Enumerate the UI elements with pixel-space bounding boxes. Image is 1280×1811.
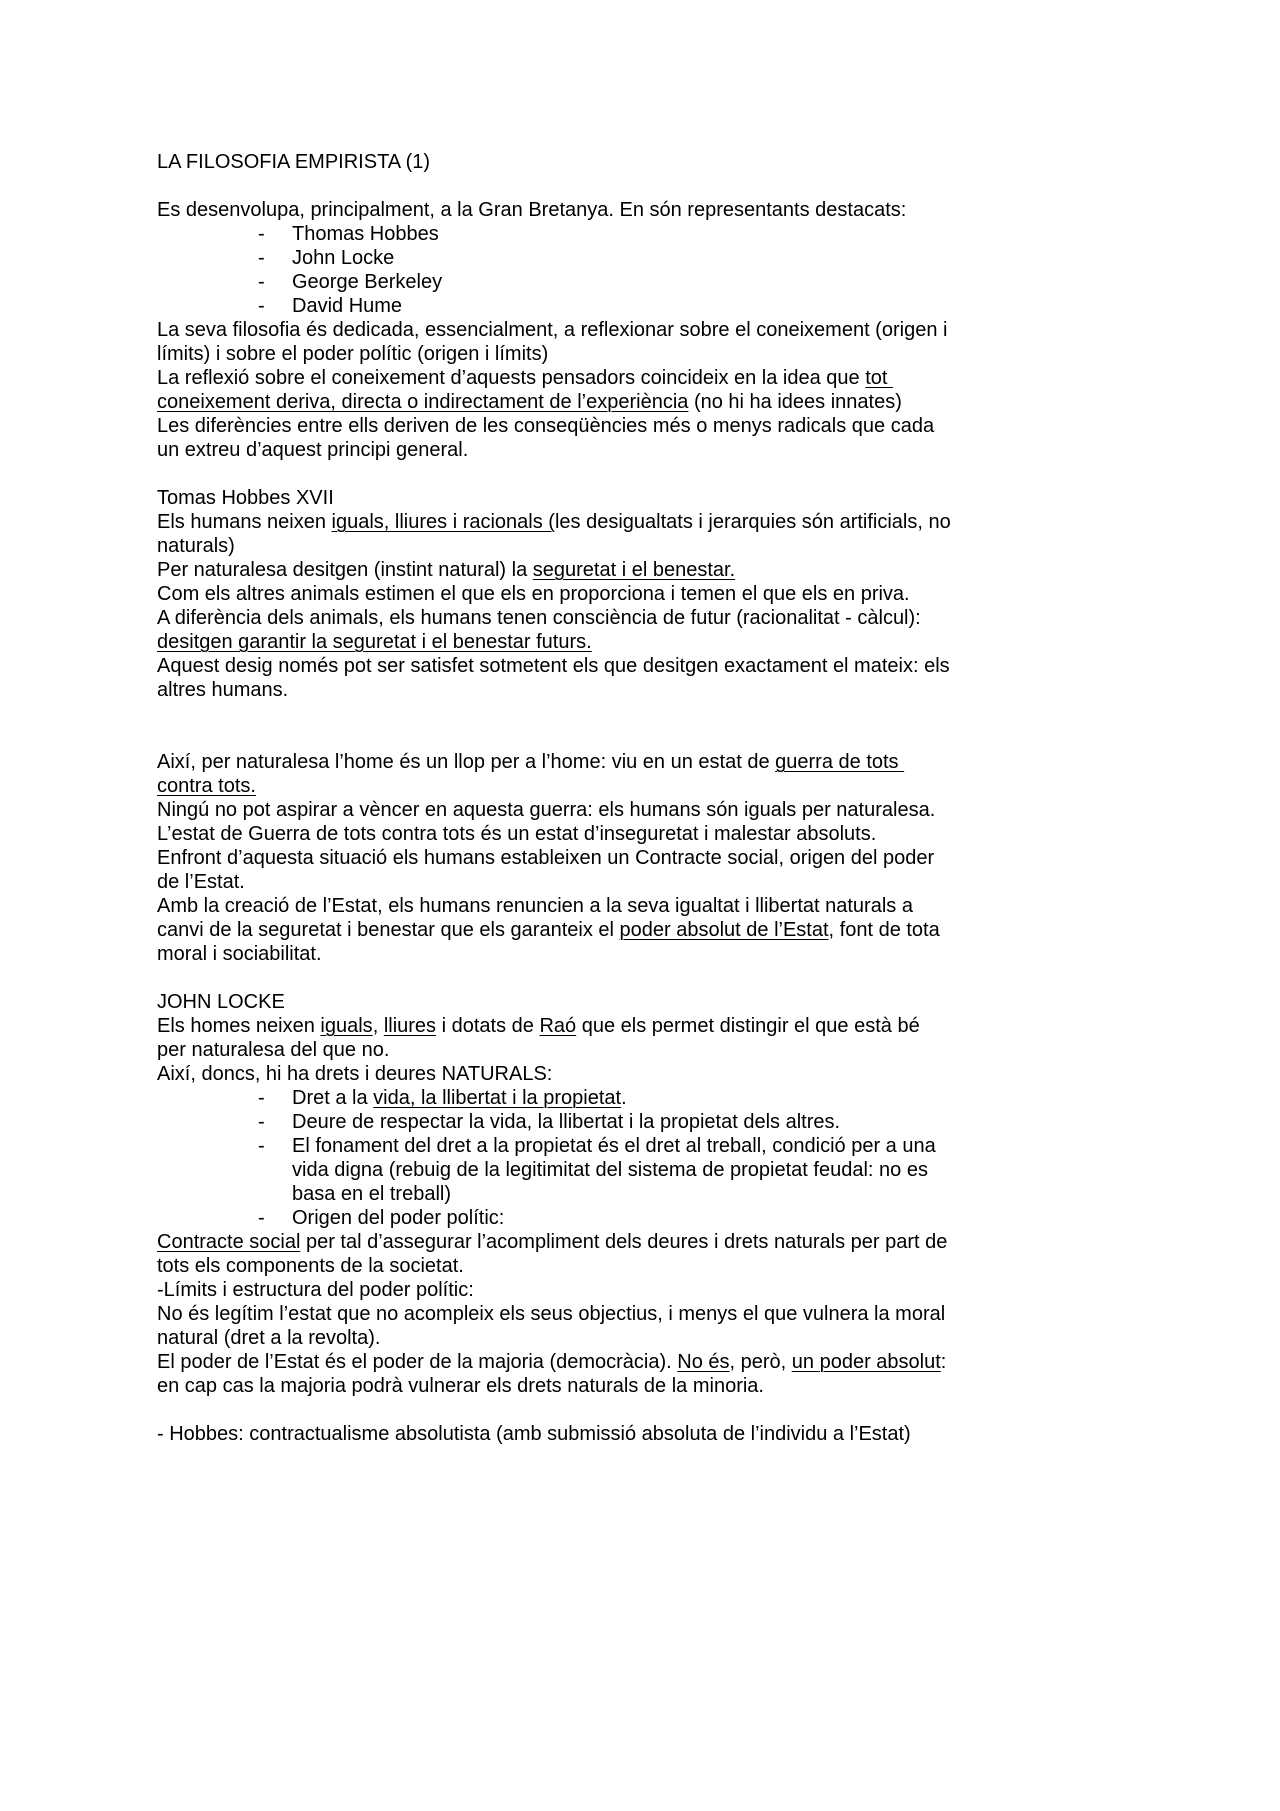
paragraph <box>157 1350 952 1398</box>
list-item-text <box>292 1110 952 1134</box>
list-bullet-dash: - <box>258 223 265 245</box>
list-bullet-dash: - <box>258 271 265 293</box>
list-item <box>157 246 952 270</box>
underlined-text-run: iguals, lliures i racionals ( <box>331 511 555 533</box>
text-run: que els permet distingir el que està bé per naturalesa del que no. <box>157 1015 926 1061</box>
paragraph <box>157 798 952 822</box>
text-run: , però, <box>729 1351 792 1373</box>
list-bullet-dash: - <box>258 247 265 269</box>
underlined-text-run: No és <box>677 1351 730 1373</box>
text-run: Es desenvolupa, principalment, a la Gran Bretanya. En són representants destacats: <box>157 199 907 221</box>
paragraph <box>157 750 952 798</box>
list-item <box>157 1134 952 1206</box>
text-run: A diferència dels animals, els humans tenen consciència de futur (racionalitat - càlcul): <box>157 607 927 629</box>
list-item-text <box>292 270 952 294</box>
paragraph <box>157 318 952 366</box>
paragraph <box>157 606 952 654</box>
underlined-text-run: vida, la llibertat i la propietat <box>373 1087 622 1109</box>
text-run: Dret a la <box>292 1087 374 1109</box>
document-title <box>157 150 952 174</box>
paragraph <box>157 1014 952 1062</box>
underlined-text-run: seguretat i el benestar. <box>532 559 736 581</box>
underlined-text-run: guerra de tots contra tots. <box>157 751 905 797</box>
text-run: No és legítim l’estat que no acompleix els seus objectius, i menys el que vulnera la moral natural (dret a la revolta). <box>157 1303 951 1349</box>
text-run: El fonament del dret a la propietat és el dret al treball, condició per a una vida digna (rebuig de la legitimitat del sistema de propietat feudal: no es basa en el treball) <box>292 1135 942 1205</box>
paragraph <box>157 366 952 414</box>
paragraph <box>157 198 952 222</box>
text-run: les desigualtats i jerarquies són artificials, no naturals) <box>157 511 957 557</box>
text-run: Ningú no pot aspirar a vèncer en aquesta guerra: els humans són iguals per naturalesa. <box>157 799 936 821</box>
paragraph <box>157 894 952 966</box>
text-run: Tomas Hobbes XVII <box>157 487 334 509</box>
list-item <box>157 270 952 294</box>
list-item <box>157 1110 952 1134</box>
list-bullet-dash: - <box>258 295 265 317</box>
text-run: (no hi ha idees innates) <box>688 391 902 413</box>
paragraph <box>157 414 952 462</box>
underlined-text-run: lliures <box>383 1015 437 1037</box>
paragraph <box>157 1422 952 1446</box>
underlined-text-run: desitgen garantir la seguretat i el benestar futurs. <box>157 631 592 653</box>
list-bullet-dash: - <box>258 1135 265 1157</box>
blank-line <box>157 1398 952 1422</box>
document-body <box>157 150 957 1446</box>
text-run: , <box>372 1015 384 1037</box>
text-run: per tal d’assegurar l’acompliment dels deures i drets naturals per part de tots els components de la societat. <box>157 1231 953 1277</box>
blank-line <box>157 726 952 750</box>
text-run: Aquest desig només pot ser satisfet sotmetent els que desitgen exactament el mateix: els altres humans. <box>157 655 956 701</box>
text-run: JOHN LOCKE <box>157 991 285 1013</box>
paragraph <box>157 558 952 582</box>
list-item-text <box>292 222 952 246</box>
underlined-text-run: poder absolut de l’Estat <box>619 919 829 941</box>
list-item-text <box>292 1206 952 1230</box>
text-run: . <box>621 1087 627 1109</box>
text-run: Enfront d’aquesta situació els humans estableixen un Contracte social, origen del poder de l’Estat. <box>157 847 940 893</box>
list-item <box>157 222 952 246</box>
text-run: Per naturalesa desitgen (instint natural) la <box>157 559 533 581</box>
list-bullet-dash: - <box>258 1087 265 1109</box>
text-run: - Hobbes: contractualisme absolutista (amb submissió absoluta de l’individu a l’Estat) <box>157 1423 911 1445</box>
underlined-text-run: un poder absolut <box>791 1351 941 1373</box>
paragraph <box>157 1230 952 1278</box>
text-run: -Límits i estructura del poder polític: <box>157 1279 474 1301</box>
text-run: El poder de l’Estat és el poder de la majoria (democràcia). <box>157 1351 678 1373</box>
text-run: L’estat de Guerra de tots contra tots és un estat d’inseguretat i malestar absoluts. <box>157 823 877 845</box>
underlined-text-run: iguals <box>320 1015 373 1037</box>
paragraph <box>157 846 952 894</box>
section-heading-locke <box>157 990 952 1014</box>
text-run: David Hume <box>292 295 403 317</box>
text-run: George Berkeley <box>292 271 443 293</box>
blank-line <box>157 702 952 726</box>
text-run: : en cap cas la majoria podrà vulnerar els drets naturals de la minoria. <box>157 1351 952 1397</box>
text-run: i dotats de <box>436 1015 540 1037</box>
blank-line <box>157 462 952 486</box>
paragraph <box>157 1278 952 1302</box>
text-run: Els homes neixen <box>157 1015 321 1037</box>
paragraph <box>157 1062 952 1086</box>
text-run: La reflexió sobre el coneixement d’aquests pensadors coincideix en la idea que <box>157 367 866 389</box>
list-bullet-dash: - <box>258 1207 265 1229</box>
text-run: Com els altres animals estimen el que els en proporciona i temen el que els en priva. <box>157 583 910 605</box>
paragraph <box>157 654 956 702</box>
text-run: Origen del poder polític: <box>292 1207 505 1229</box>
list-item-text <box>292 246 952 270</box>
blank-line <box>157 966 952 990</box>
text-run: La seva filosofia és dedicada, essencialment, a reflexionar sobre el coneixement (origen i límits) i sobre el poder polític (origen i límits) <box>157 319 954 365</box>
text-run: Amb la creació de l’Estat, els humans renuncien a la seva igualtat i llibertat naturals a canvi de la seguretat i benestar que els garanteix el <box>157 895 919 941</box>
list-item <box>157 294 952 318</box>
text-run: Les diferències entre ells deriven de les conseqüències més o menys radicals que cada un extreu d’aquest principi general. <box>157 415 940 461</box>
section-heading-hobbes <box>157 486 952 510</box>
text-run: Thomas Hobbes <box>292 223 439 245</box>
underlined-text-run: Raó <box>539 1015 577 1037</box>
paragraph <box>157 822 952 846</box>
text-run: John Locke <box>292 247 395 269</box>
underlined-text-run: Contracte social <box>157 1231 301 1253</box>
text-run: Així, per naturalesa l’home és un llop per a l’home: viu en un estat de <box>157 751 776 773</box>
list-item-text <box>292 294 952 318</box>
list-item <box>157 1086 952 1110</box>
list-bullet-dash: - <box>258 1111 265 1133</box>
text-run: Deure de respectar la vida, la llibertat i la propietat dels altres. <box>292 1111 841 1133</box>
list-item-text <box>292 1086 952 1110</box>
blank-line <box>157 174 952 198</box>
paragraph <box>157 582 952 606</box>
text-run: , font de tota moral i sociabilitat. <box>157 919 946 965</box>
list-item <box>157 1206 952 1230</box>
paragraph <box>157 1302 952 1350</box>
text-run: Així, doncs, hi ha drets i deures NATURALS: <box>157 1063 553 1085</box>
text-run: LA FILOSOFIA EMPIRISTA (1) <box>157 151 431 173</box>
text-run: Els humans neixen <box>157 511 332 533</box>
underlined-text-run: tot coneixement deriva, directa o indirectament de l’experiència <box>157 367 894 413</box>
paragraph <box>157 510 957 558</box>
list-item-text <box>292 1134 952 1206</box>
